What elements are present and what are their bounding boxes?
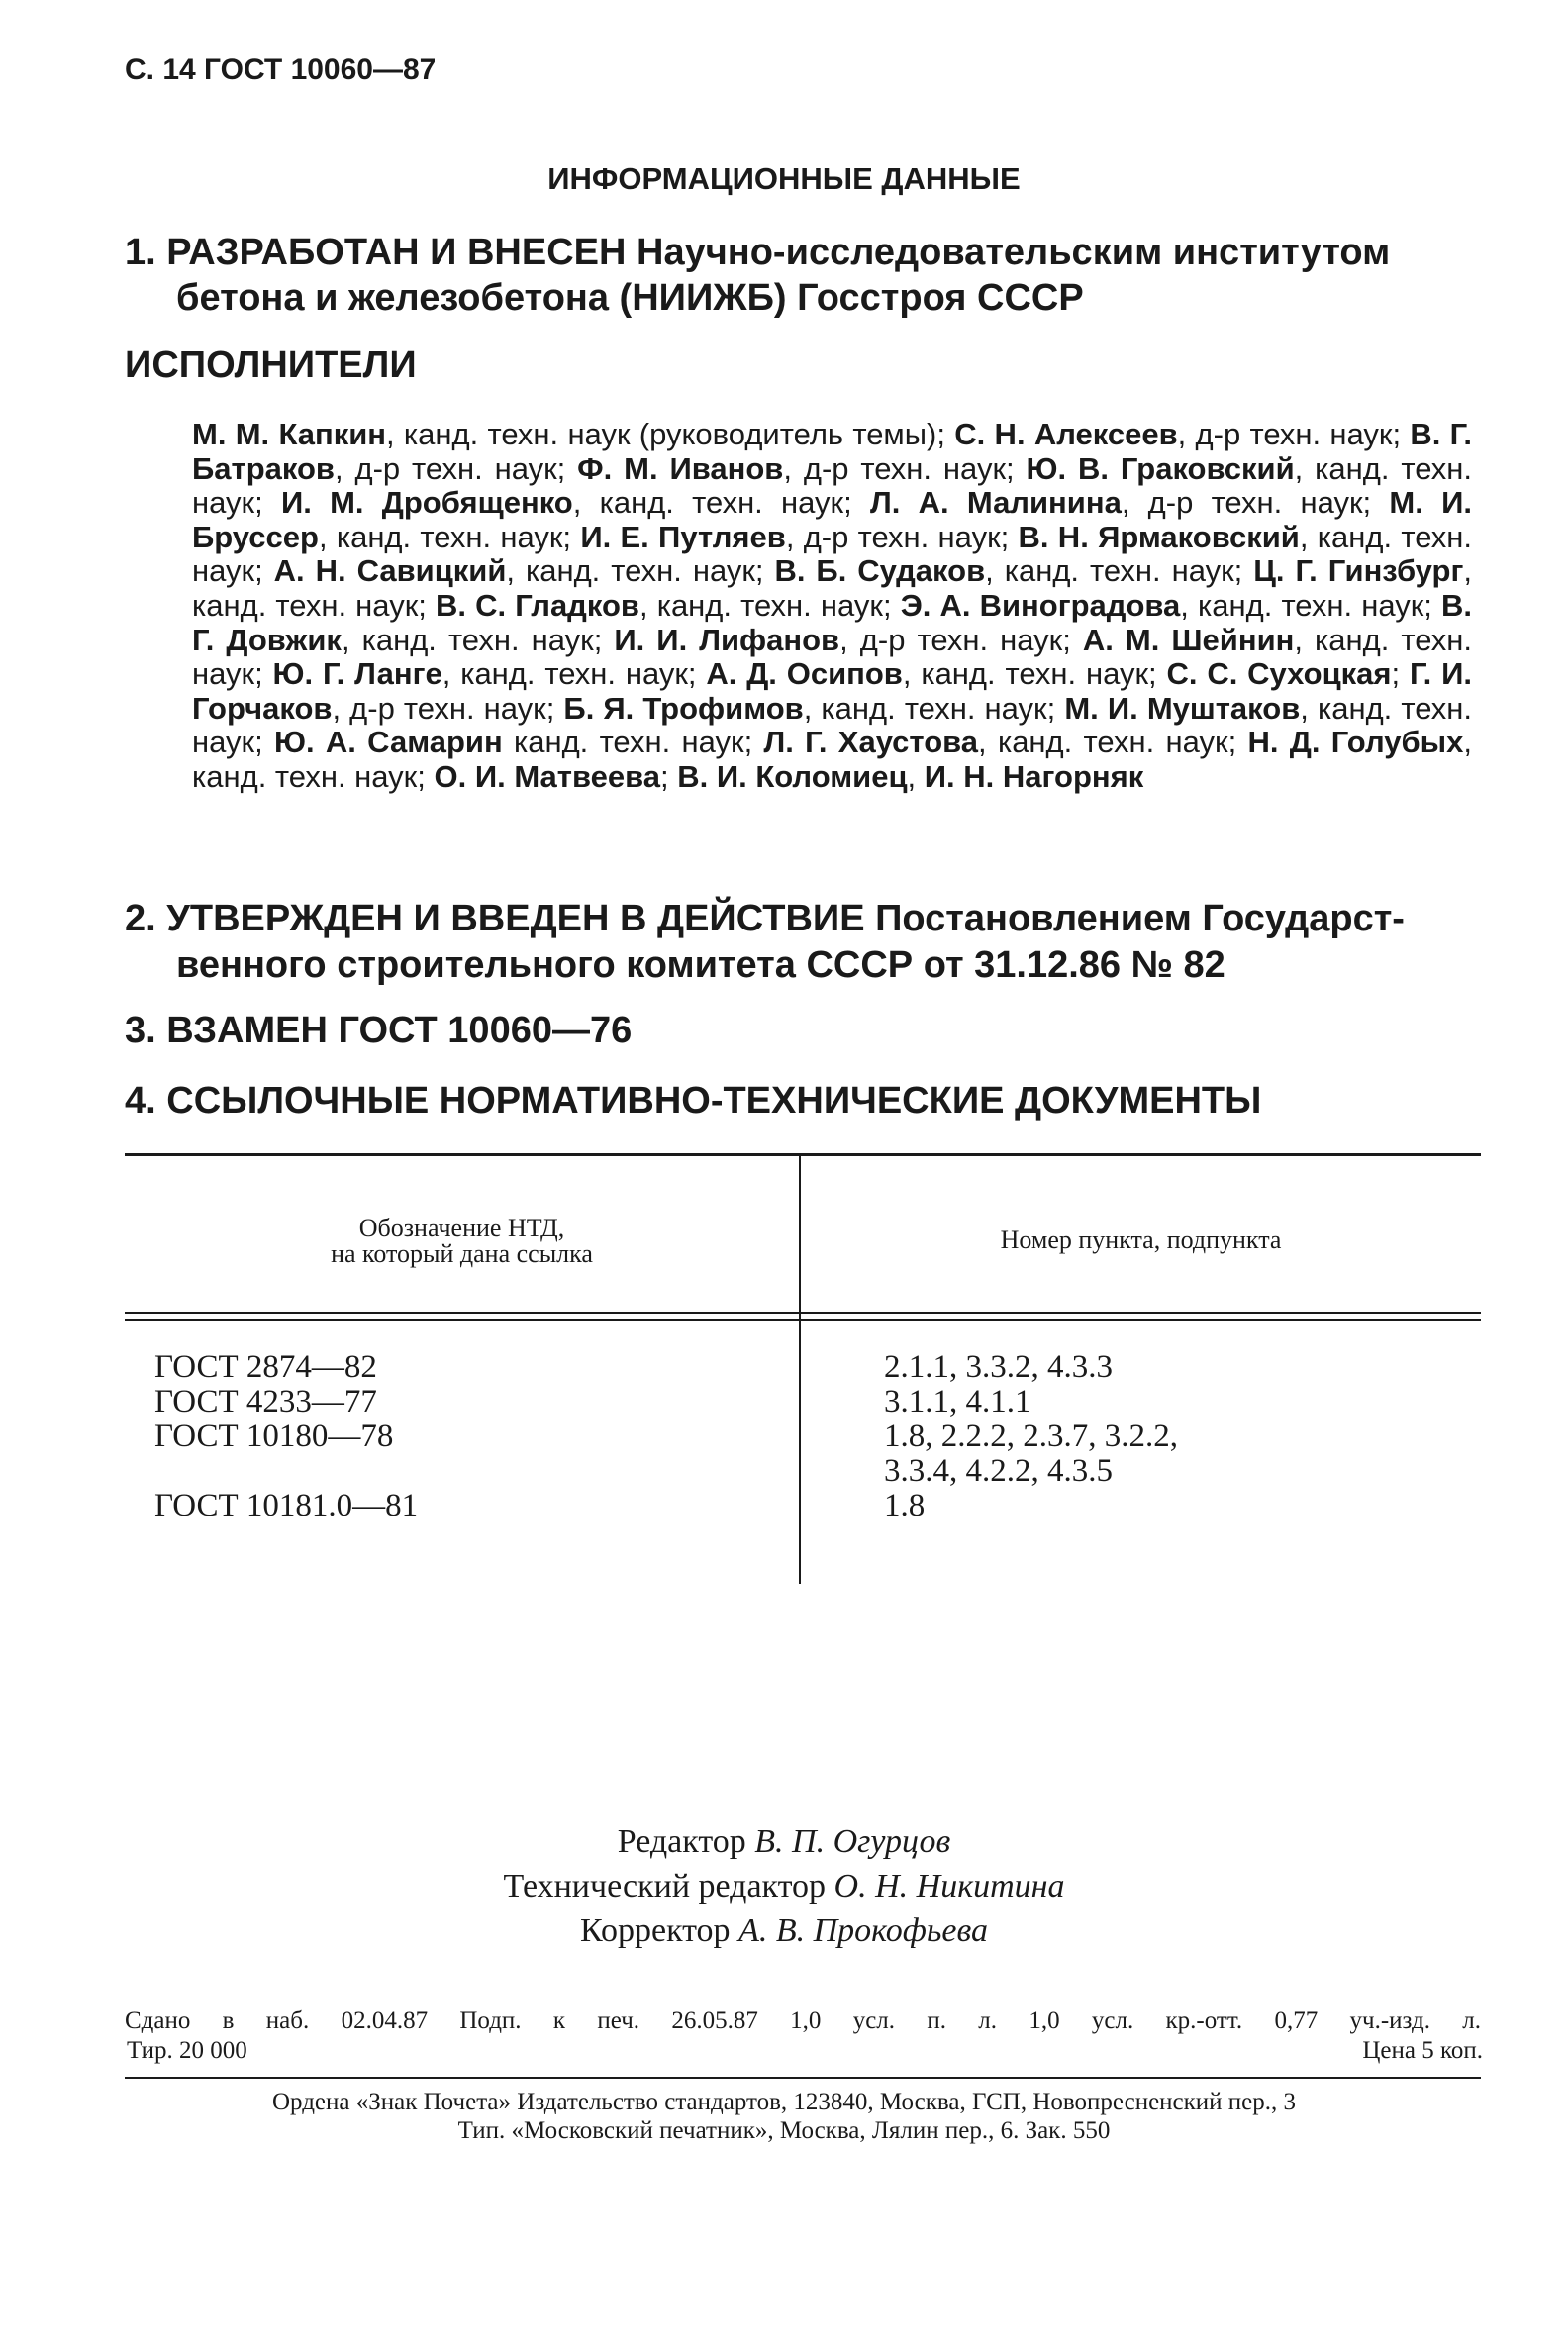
performer-degree: , д-р техн. наук; — [334, 450, 578, 486]
col1-header-line2: на который дана ссылка — [331, 1239, 593, 1268]
section-1-heading: РАЗРАБОТАН И ВНЕСЕН — [166, 232, 627, 273]
section-2-line1: 2. УТВЕРЖДЕН И ВВЕДЕН В ДЕЙСТВИЕ Постановлением Государст- — [125, 898, 1405, 939]
section-1-line2: бетона и железобетона (НИИЖБ) Госстроя СССР — [176, 277, 1084, 319]
performer-degree: , д-р техн. наук; — [332, 690, 564, 726]
performer-name: Ф. М. Иванов — [577, 450, 784, 486]
performer-name: Ю. А. Самарин — [274, 725, 503, 760]
section-3: 3. ВЗАМЕН ГОСТ 10060—76 — [125, 1010, 633, 1051]
performer-name: И. М. Дробященко — [280, 485, 573, 521]
corrector-name: А. В. Прокофьева — [738, 1912, 988, 1949]
corrector-label: Корректор — [580, 1912, 731, 1949]
performer-degree: ; — [1391, 656, 1410, 692]
editor-name: В. П. Огурцов — [754, 1823, 951, 1860]
performer-degree: ; — [659, 758, 678, 794]
table-row-1-items: 2.1.1, 3.3.2, 4.3.3 — [884, 1349, 1113, 1385]
corrector-line — [0, 1912, 1568, 1950]
performer-degree: , канд. техн. наук; — [1180, 587, 1442, 623]
performer-degree: , д-р техн. наук; — [785, 519, 1019, 554]
performer-degree: , канд. техн. наук; — [318, 519, 581, 554]
tech-editor-name: О. Н. Никитина — [833, 1868, 1065, 1905]
performer-degree: , д-р техн. наук; — [1121, 485, 1390, 521]
performer-name: В. Н. Ярмаковский — [1018, 519, 1300, 554]
performer-degree: , — [907, 758, 925, 794]
performer-degree: , канд. техн. наук; — [506, 553, 775, 589]
performer-degree: , канд. техн. наук; — [638, 587, 901, 623]
performer-degree: , канд. техн. наук; — [192, 553, 1472, 623]
performer-name: В. Б. Судаков — [774, 553, 986, 589]
performer-name: М. И. Муштаков — [1064, 690, 1301, 726]
performer-degree: , канд. техн. наук (руководитель темы); — [386, 417, 955, 451]
performers-title: ИСПОЛНИТЕЛИ — [125, 344, 417, 386]
performer-name: М. М. Капкин — [192, 417, 387, 451]
performer-degree: , д-р техн. наук; — [839, 622, 1083, 657]
table-row-1-doc: ГОСТ 2874—82 — [154, 1349, 377, 1385]
section-1-line1 — [125, 232, 1390, 274]
performer-degree: , канд. техн. наук; — [441, 656, 707, 692]
performer-degree: , канд. техн. наук; — [572, 485, 870, 521]
table-row-3-items: 1.8, 2.2.2, 2.3.7, 3.2.2, — [884, 1419, 1178, 1454]
performer-name: Э. А. Виноградова — [900, 587, 1181, 623]
editor-line — [0, 1823, 1568, 1861]
performer-name: В. И. Коломиец — [677, 758, 908, 794]
section-4: 4. ССЫЛОЧНЫЕ НОРМАТИВНО-ТЕХНИЧЕСКИЕ ДОКУМЕНТЫ — [125, 1080, 1262, 1122]
table-top-rule — [125, 1153, 1481, 1156]
performer-name: В. Г. Довжик — [192, 587, 1473, 657]
performer-name: А. Н. Савицкий — [273, 553, 507, 589]
table-row-5-items: 1.8 — [884, 1488, 926, 1523]
performer-name: М. И. Бруссер — [192, 485, 1473, 554]
performer-name: С. С. Сухоцкая — [1166, 656, 1392, 692]
table-column-divider — [799, 1156, 801, 1584]
performer-degree: , канд. техн. наук; — [341, 622, 615, 657]
performer-degree: , канд. техн. наук; — [192, 622, 1472, 692]
performer-name: И. Е. Путляев — [580, 519, 786, 554]
performer-name: Н. Д. Голубых — [1247, 725, 1464, 760]
col2-header: Номер пункта, подпункта — [1000, 1225, 1282, 1254]
header-rule-1 — [125, 1312, 1481, 1314]
imprint-line-1: Сдано в наб. 02.04.87 Подп. к печ. 26.05.87 1,0 усл. п. л. 1,0 усл. кр.-отт. 0,77 уч.-изд. л. — [125, 2007, 1481, 2034]
performer-name: А. М. Шейнин — [1082, 622, 1295, 657]
col1-header-line1: Обозначение НТД, — [358, 1214, 565, 1242]
section-1-number: 1. — [125, 232, 156, 273]
performer-degree: , д-р техн. наук; — [783, 450, 1027, 486]
performer-degree: канд. техн. наук; — [502, 725, 764, 760]
table-row-2-doc: ГОСТ 4233—77 — [154, 1384, 377, 1419]
performer-degree: , канд. техн. наук; — [192, 725, 1472, 794]
col1-header — [125, 1216, 799, 1267]
performer-degree: , канд. техн. наук; — [902, 656, 1167, 692]
performers-list — [192, 418, 1472, 795]
page-header: С. 14 ГОСТ 10060—87 — [125, 53, 437, 86]
imprint-price: Цена 5 коп. — [1362, 2037, 1483, 2064]
imprint-circulation: Тир. 20 000 — [127, 2037, 247, 2064]
performer-name: Б. Я. Трофимов — [563, 690, 804, 726]
tech-editor-label: Технический редактор — [503, 1868, 827, 1905]
editor-label: Редактор — [617, 1823, 746, 1860]
imprint-rule — [125, 2077, 1481, 2079]
performer-name: Л. А. Малинина — [870, 485, 1122, 521]
performer-name: Л. Г. Хаустова — [763, 725, 979, 760]
performer-name: В. Г. Батраков — [192, 417, 1472, 486]
table-row-5-doc: ГОСТ 10181.0—81 — [154, 1488, 419, 1523]
section-2-line2: венного строительного комитета СССР от 31.12.86 № 82 — [176, 944, 1225, 986]
performer-degree: , канд. техн. наук; — [192, 450, 1473, 521]
publisher-line-1: Ордена «Знак Почета» Издательство стандартов, 123840, Москва, ГСП, Новопресненский пер., 3 — [271, 2089, 1297, 2115]
publisher-line-2: Тип. «Московский печатник», Москва, Лялин пер., 6. Зак. 550 — [457, 2117, 1111, 2144]
tech-editor-line — [0, 1868, 1568, 1906]
performer-name: И. Н. Нагорняк — [924, 758, 1144, 794]
table-row-4-items: 3.3.4, 4.2.2, 4.3.5 — [884, 1453, 1113, 1489]
performer-degree: , д-р техн. наук; — [1177, 417, 1411, 451]
performer-degree: , канд. техн. наук; — [192, 690, 1473, 760]
table-row-3-doc: ГОСТ 10180—78 — [154, 1419, 394, 1454]
header-rule-2 — [125, 1319, 1481, 1321]
performer-name: Ю. В. Граковский — [1026, 450, 1295, 486]
performer-name: С. Н. Алексеев — [954, 417, 1178, 451]
performer-name: В. С. Гладков — [435, 587, 639, 623]
page-title: ИНФОРМАЦИОННЫЕ ДАННЫЕ — [547, 161, 1021, 196]
performer-degree: , канд. техн. наук; — [985, 553, 1254, 589]
table-row-2-items: 3.1.1, 4.1.1 — [884, 1384, 1031, 1419]
section-1-text: Научно-исследовательским институтом — [637, 232, 1391, 273]
performer-name: Ц. Г. Гинзбург — [1253, 553, 1464, 589]
performer-degree: , канд. техн. наук; — [192, 519, 1472, 589]
performer-name: Г. И. Горчаков — [192, 656, 1472, 726]
performer-name: А. Д. Осипов — [706, 656, 903, 692]
performer-degree: , канд. техн. наук; — [978, 725, 1248, 760]
performer-name: О. И. Матвеева — [434, 758, 660, 794]
performer-name: Ю. Г. Ланге — [272, 656, 442, 692]
performer-degree: , канд. техн. наук; — [803, 690, 1065, 726]
performer-name: И. И. Лифанов — [614, 622, 840, 657]
